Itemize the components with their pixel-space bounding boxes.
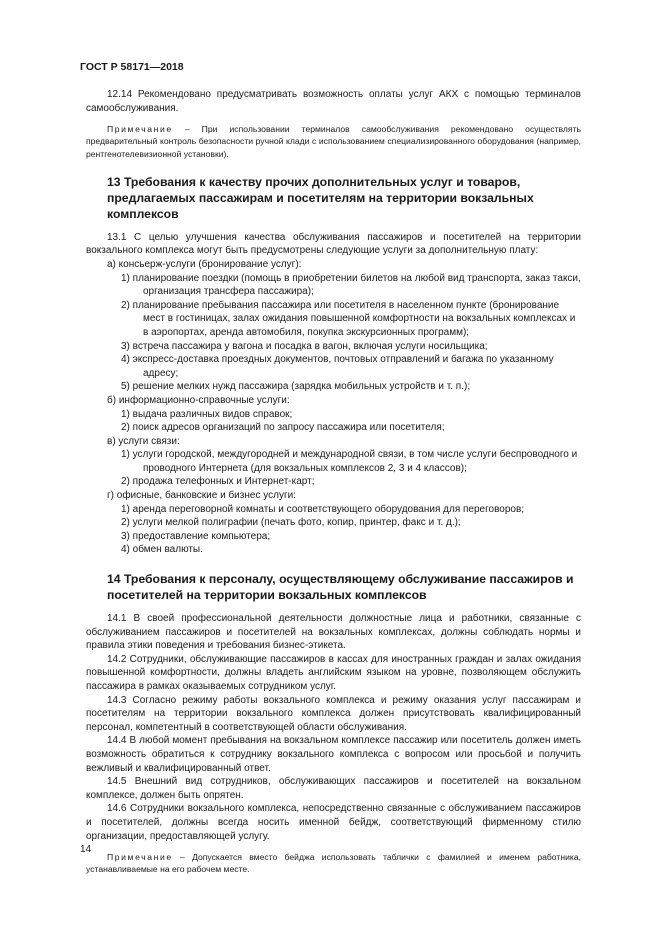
paragraph-14-4: 14.4 В любой момент пребывания на вокзальном комплексе пассажир или посетитель должен иметь возможность обратиться к сотруднику вокзального комплекса с вопросом или просьбой и получить вежливый и квалифицированный ответ. [86, 735, 581, 774]
note-text: – При использовании терминалов самообслуживания рекомендовано осуществлять предварительный контроль безопасности ручной клади с использованием специализированного оборудования (например, рентгенотелевизионной установки). [86, 124, 581, 159]
list-item-g4: 4) обмен валюты. [121, 544, 203, 556]
standard-designation: ГОСТ Р 58171—2018 [80, 61, 184, 73]
paragraph-13-1: 13.1 С целью улучшения качества обслуживания пассажиров и посетителей на территории вокзального комплекса могут быть предусмотрены следующие услуги за дополнительную плату: [86, 231, 581, 257]
list-item-v: в) услуги связи: [107, 435, 180, 447]
note-12-14 [86, 123, 581, 160]
note-text: – Допускается вместо бейджа использовать таблички с фамилией и именем работника, устанавливаемые на его рабочем месте. [86, 852, 581, 875]
list-item-v2: 2) продажа телефонных и Интернет-карт; [121, 476, 315, 488]
list-item-a1: 1) планирование поездки (помощь в приобретении билетов на любой вид транспорта, заказ такси, организация трансфера пассажира); [121, 272, 581, 298]
paragraph-12-14: 12.14 Рекомендовано предусматривать возможность оплаты услуг АКХ с помощью терминалов самообслуживания. [86, 89, 581, 114]
paragraph-14-2: 14.2 Сотрудники, обслуживающие пассажиров в кассах для иностранных граждан и залах ожидания повышенной комфортности, должны владеть английским языком на уровне, позволяющем обслужить пассажира в рамках оказываемых сотрудником услуг. [86, 653, 581, 693]
paragraph-14-3: 14.3 Согласно режиму работы вокзального комплекса и режиму оказания услуг пассажирам и посетителям на территории вокзального комплекса должен присутствовать квалифицированный персонал, компетентный в соответствующей области обслуживания. [86, 694, 581, 733]
paragraph-14-1: 14.1 В своей профессиональной деятельности должностные лица и работники, связанные с обслуживанием пассажиров и посетителей на вокзальных комплексах, должны соблюдать нормы и правила этики поведения и требования бизнес-этикета. [86, 613, 581, 652]
list-item-g3: 3) предоставление компьютера; [121, 530, 271, 542]
paragraph-14-5: 14.5 Внешний вид сотрудников, обслуживающих пассажиров и посетителей на вокзальном комплексе, должен быть опрятен. [86, 776, 581, 801]
document-body [86, 88, 581, 876]
list-item-a3: 3) встреча пассажира у вагона и посадка в вагон, включая услуги носильщика; [121, 340, 488, 352]
list-item-b2: 2) поиск адресов организаций по запросу пассажира или посетителя; [121, 422, 445, 434]
list-item-a: а) консьерж-услуги (бронирование услуг): [107, 258, 302, 270]
section-14-heading: 14 Требования к персоналу, осуществляющему обслуживание пассажиров и посетителей на территории вокзальных комплексов [107, 572, 574, 603]
list-item-b1: 1) выдача различных видов справок; [121, 408, 293, 420]
note-label: Примечание [107, 852, 173, 863]
list-item-v1: 1) услуги городской, междугородней и международной связи, в том числе услуги беспроводного и проводного Интернета (для вокзальных комплексов 2, 3 и 4 классов); [121, 449, 578, 474]
page-number: 14 [80, 844, 92, 855]
list-item-g2: 2) услуги мелкой полиграфии (печать фото, копир, принтер, факс и т. д.); [121, 517, 461, 529]
paragraph-14-6: 14.6 Сотрудники вокзального комплекса, непосредственно связанные с обслуживанием пассажиров и посетителей, должны всегда носить именной бейдж, соответствующий фирменному стилю организации, предоставляющей услугу. [86, 803, 581, 842]
note-label: Примечание [107, 124, 173, 135]
list-item-g: г) офисные, банковские и бизнес услуги: [107, 490, 296, 502]
list-item-b: б) информационно-справочные услуги: [107, 394, 290, 406]
note-14-6 [86, 851, 581, 875]
list-item-a4: 4) экспресс-доставка проездных документов, почтовых отправлений и багажа по указанному адресу; [121, 354, 554, 379]
list-item-g1: 1) аренда переговорной комнаты и соответствующего оборудования для переговоров; [121, 503, 525, 515]
section-13-heading: 13 Требования к качеству прочих дополнительных услуг и товаров, предлагаемых пассажирам и посетителям на территории вокзальных комплексов [107, 174, 534, 221]
list-item-a2: 2) планирование пребывания пассажира или посетителя в населенном пункте (бронирование мест в гостиницах, залах ожидания повышенной комфортности на вокзальных комплексах и в аэропортах, аренда автомобиля, покупка экскурсионных программ); [121, 299, 576, 338]
list-item-a5: 5) решение мелких нужд пассажира (зарядка мобильных устройств и т. п.); [121, 381, 471, 393]
